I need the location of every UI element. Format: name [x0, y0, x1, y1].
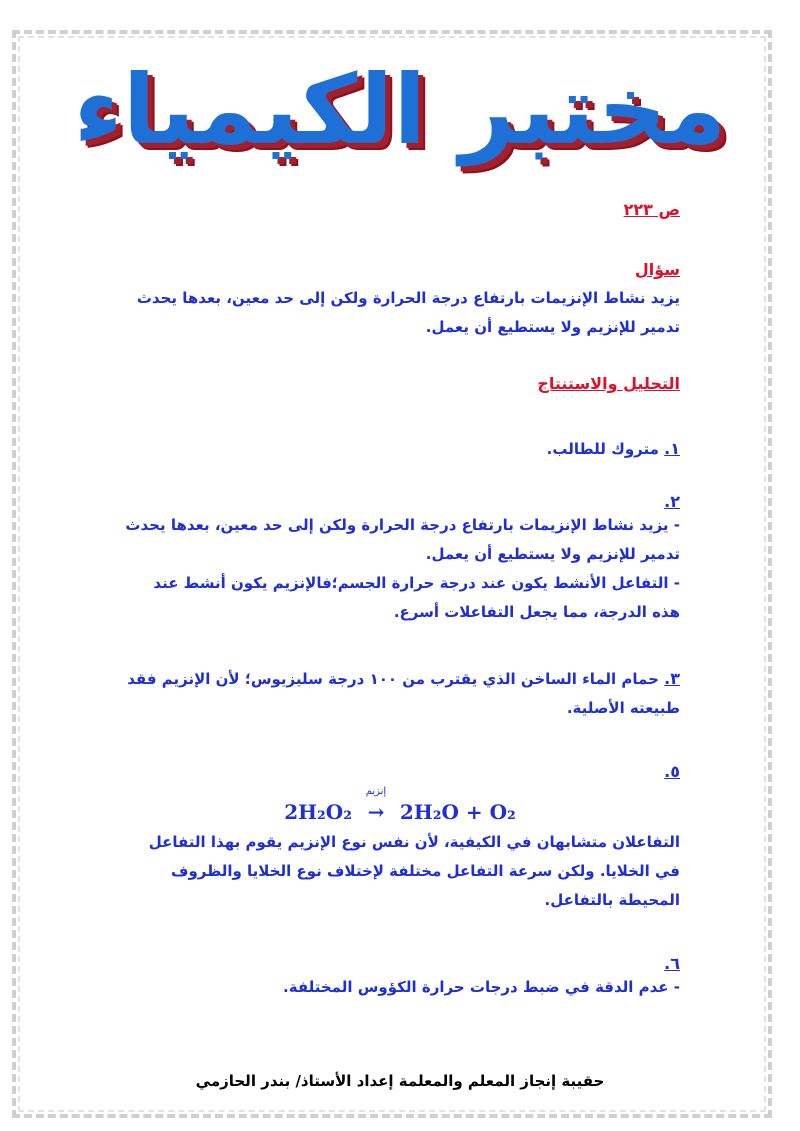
item-text: - عدم الدقة في ضبط درجات حرارة الكؤوس المختلفة.	[283, 978, 680, 996]
question-heading: سؤال	[634, 260, 680, 279]
item-1	[125, 434, 680, 464]
equation-products: 2H₂O + O₂	[399, 800, 516, 824]
item-number: ١.	[664, 439, 680, 458]
item-number: ٣.	[664, 669, 680, 688]
reaction-arrow	[359, 786, 393, 824]
item-text: حمام الماء الساخن الذي يقترب من ١٠٠ درجة سليزيوس؛ لأن الإنزيم فقد طبيعته الأصلية.	[127, 670, 680, 717]
footer-credit: حقيبة إنجاز المعلم والمعلمة إعداد الأستاذ/ بندر الحازمي	[195, 1072, 605, 1090]
equation-reactant: 2H₂O₂	[284, 800, 352, 824]
question-text: يزيد نشاط الإنزيمات بارتفاع درجة الحرارة ولكن إلى حد معين، بعدها يحدث تدمير للإنزيم ولا يستطيع أن يعمل.	[136, 289, 680, 336]
chemical-equation	[0, 786, 800, 824]
item-number: ٢.	[664, 492, 680, 511]
item-5-text: التفاعلان متشابهان في الكيفية، لأن نفس نوع الإنزيم يقوم بهذا التفاعل في الخلايا. ولكن سرعة التفاعل مختلفة لإختلاف نوع الخلايا والظروف المحيطة بالتفاعل.	[148, 833, 680, 909]
item-2-line-1: - يزيد نشاط الإنزيمات بارتفاع درجة الحرارة ولكن إلى حد معين، بعدها يحدث تدمير للإنزيم ولا يستطيع أن يعمل.	[125, 516, 680, 563]
item-2	[125, 492, 680, 627]
item-3	[125, 664, 680, 723]
item-5-number: ٥.	[664, 762, 680, 781]
arrow-catalyst-label: إنزيم	[365, 786, 387, 797]
item-2-line-2: - التفاعل الأنشط يكون عند درجة حرارة الجسم؛فالإنزيم يكون أنشط عند هذه الدرجة، مما يجعل التفاعلات أسرع.	[153, 574, 680, 621]
page-reference: ص ٢٢٣	[623, 200, 680, 219]
item-6	[125, 954, 680, 1002]
item-text: متروك للطالب.	[546, 440, 659, 458]
arrow-icon: →	[367, 800, 385, 824]
analysis-heading: التحليل والاستنتاج	[537, 374, 680, 393]
item-number: ٦.	[664, 954, 680, 973]
page-title: مختبر الكيمياء	[73, 54, 727, 166]
